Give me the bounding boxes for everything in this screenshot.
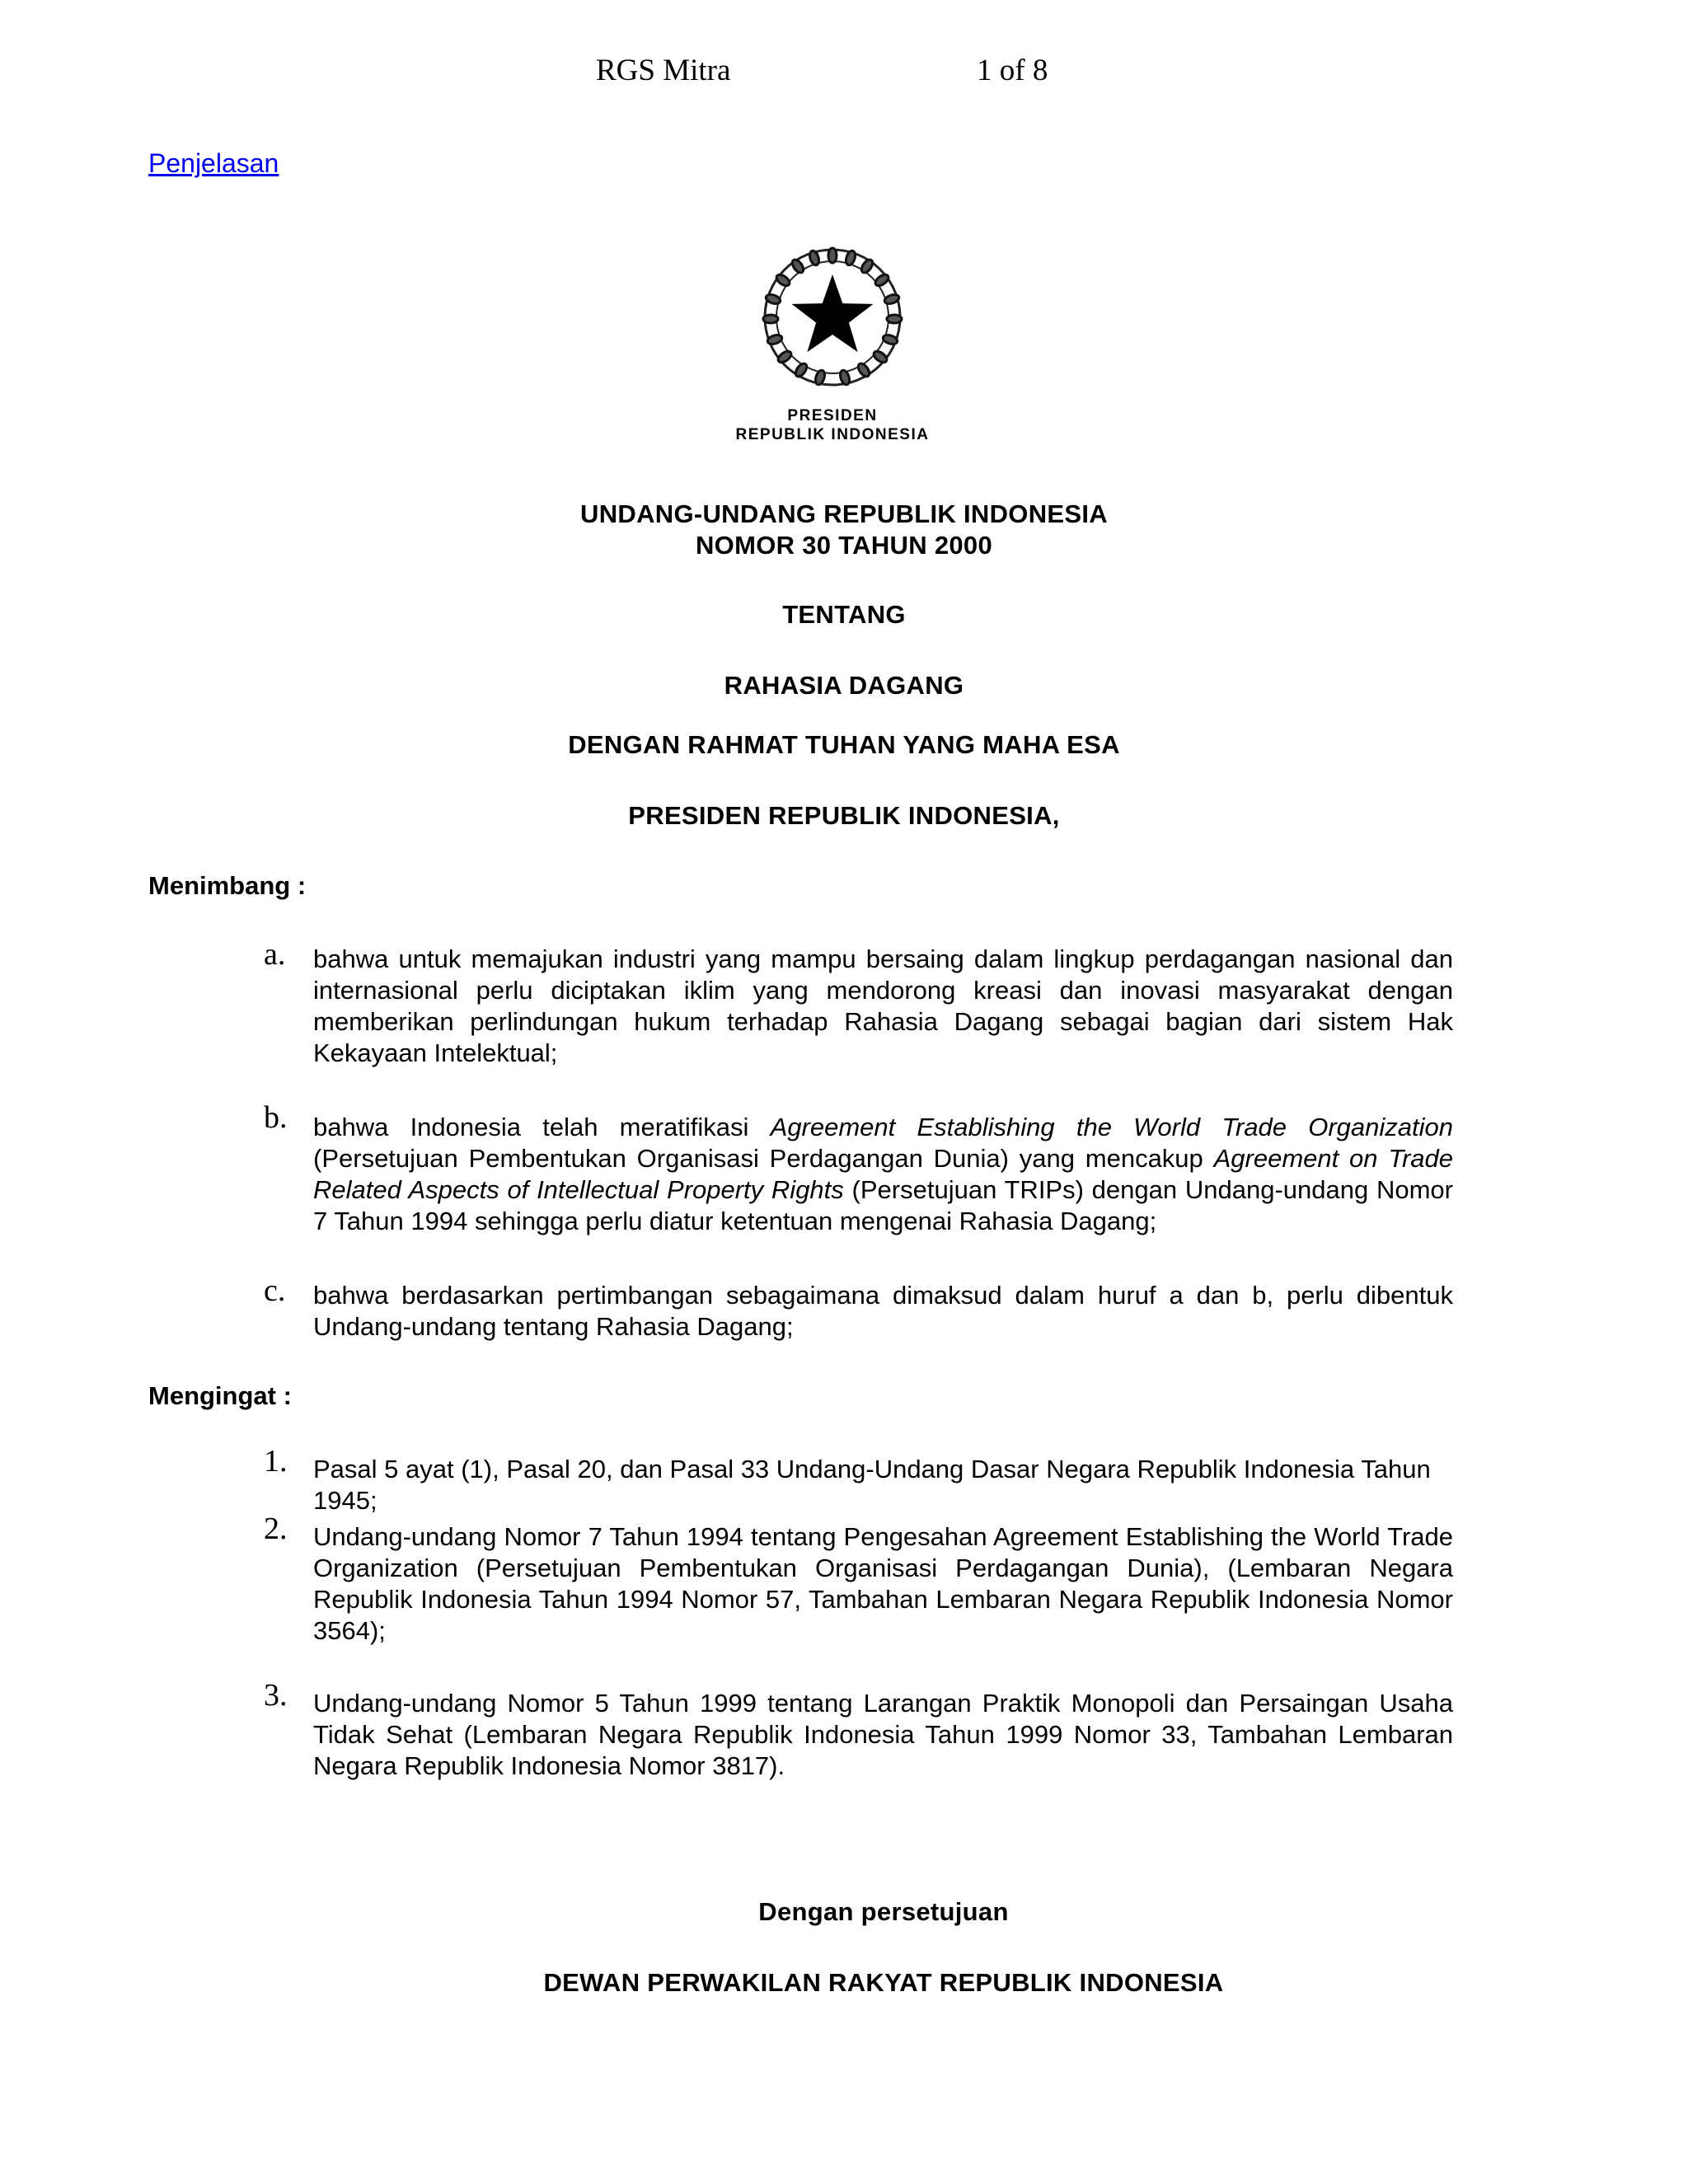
item-text: Pasal 5 ayat (1), Pasal 20, dan Pasal 33 Undang-Undang Dasar Negara Republik Indonesia Tahun 1945; [313, 1455, 1431, 1515]
item-marker: 1. [264, 1444, 288, 1479]
mengingat-item-1 [264, 1444, 1453, 1516]
title-president: PRESIDEN REPUBLIK INDONESIA, [628, 801, 1060, 830]
item-text: bahwa untuk memajukan industri yang mampu bersaing dalam lingkup perdagangan nasional dan internasional perlu diciptakan iklim yang mendorong kreasi dan inovasi masyarakat dengan memberikan perlindungan hukum terhadap Rahasia Dagang sebagai bagian dari sistem Hak Kekayaan Intelektual; [313, 944, 1453, 1067]
title-invocation: DENGAN RAHMAT TUHAN YANG MAHA ESA [568, 730, 1120, 759]
item-marker: 3. [264, 1678, 288, 1713]
item-text: Undang-undang Nomor 5 Tahun 1999 tentang Larangan Praktik Monopoli dan Persaingan Usaha Tidak Sehat (Lembaran Negara Republik Indonesia Tahun 1999 Nomor 33, Tambahan Lembaran Negara Republik Indonesia Nomor 3817). [313, 1689, 1453, 1780]
title-subject: RAHASIA DAGANG [724, 671, 964, 700]
menimbang-label: Menimbang : [148, 871, 307, 900]
penjelasan-link[interactable]: Penjelasan [148, 148, 279, 178]
item-marker: a. [264, 937, 286, 972]
emblem-line1: PRESIDEN [787, 407, 878, 424]
item-text: bahwa berdasarkan pertimbangan sebagaimana dimaksud dalam huruf a dan b, perlu dibentuk Undang-undang tentang Rahasia Dagang; [313, 1281, 1453, 1341]
menimbang-item-a [264, 937, 1453, 1069]
item-text: Undang-undang Nomor 7 Tahun 1994 tentang Pengesahan Agreement Establishing the World Trade Organization (Persetujuan Pembentukan Organisasi Perdagangan Dunia), (Lembaran Negara Republik Indonesia Tahun 1994 Nomor 57, Tambahan Lembaran Negara Republik Indonesia Nomor 3564); [313, 1522, 1453, 1645]
item-text: bahwa Indonesia telah meratifikasi Agreement Establishing the World Trade Organization (Persetujuan Pembentukan Organisasi Perdagangan Dunia) yang mencakup Agreement on Trade Related Aspects of Intellectual Property Rights (Persetujuan TRIPs) dengan Undang-undang Nomor 7 Tahun 1994 sehingga perlu diatur ketentuan mengenai Rahasia Dagang; [313, 1113, 1453, 1235]
title-tentang: TENTANG [782, 600, 906, 629]
title-line2: NOMOR 30 TAHUN 2000 [696, 531, 992, 560]
item-marker: b. [264, 1100, 288, 1135]
star-icon [792, 274, 874, 352]
wreath-icon [763, 248, 902, 386]
page-header [0, 53, 1688, 94]
item-marker: c. [264, 1273, 286, 1308]
header-page-number: 1 of 8 [977, 54, 1048, 87]
item-marker: 2. [264, 1511, 288, 1546]
mengingat-item-3 [264, 1678, 1453, 1782]
header-source: RGS Mitra [596, 54, 731, 87]
mengingat-item-2 [264, 1511, 1453, 1647]
menimbang-item-b [264, 1100, 1453, 1237]
mengingat-label: Mengingat : [148, 1381, 292, 1410]
approval-line1: Dengan persetujuan [758, 1897, 1009, 1926]
emblem-line2: REPUBLIK INDONESIA [735, 426, 930, 443]
menimbang-item-c [264, 1273, 1453, 1343]
approval-line2: DEWAN PERWAKILAN RAKYAT REPUBLIK INDONESIA [543, 1968, 1224, 1997]
title-line1: UNDANG-UNDANG REPUBLIK INDONESIA [580, 499, 1108, 528]
presiden-emblem [709, 239, 956, 449]
